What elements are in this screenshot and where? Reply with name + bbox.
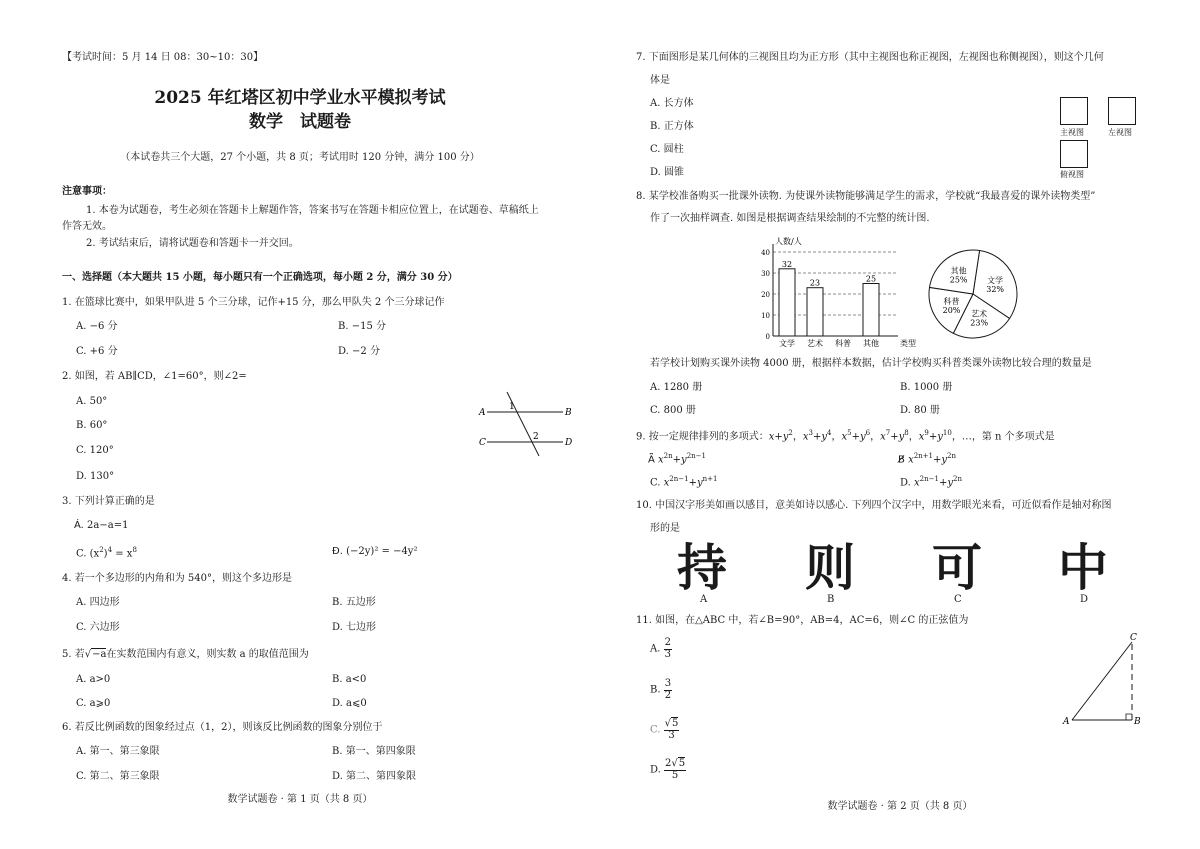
pie-slice-percent: 23% <box>970 318 989 328</box>
hanzi-label-a: A <box>700 594 708 605</box>
q11-option-a-label: A. <box>650 643 661 655</box>
pie-slice-percent: 25% <box>949 275 968 285</box>
answer-mark-icon: A͆ <box>648 454 655 466</box>
q2-option-d: D. 130° <box>76 471 115 482</box>
q5-option-b: B. a<0 <box>332 674 367 685</box>
q3-option-d <box>332 546 417 558</box>
bar-艺术 <box>807 288 823 336</box>
exam-title: 2025 年红塔区初中学业水平模拟考试 <box>154 88 446 108</box>
hanzi-option-b: 则 <box>805 539 855 597</box>
q7-option-b: B. 正方体 <box>650 121 694 132</box>
q7-option-d: D. 圆锥 <box>650 167 685 178</box>
question-3: 3. 下列计算正确的是 <box>62 496 155 507</box>
q9-suffix: ，…，第 n 个多项式是 <box>951 431 1055 443</box>
pie-slice-label: 艺术 <box>971 309 988 319</box>
bar-y-tick-label: 10 <box>761 312 770 320</box>
q5-option-a: A. a>0 <box>76 674 111 685</box>
bar-y-tick-label: 40 <box>761 249 770 257</box>
q6-option-a: A. 第一、第三象限 <box>76 746 160 757</box>
side-ac <box>1072 642 1132 720</box>
q6-option-c: C. 第二、第三象限 <box>76 771 160 782</box>
question-10-line-1: 10. 中国汉字形美如画以感目，意美如诗以感心. 下列四个汉字中，用数学眼光来看，可近似看作是轴对称图 <box>636 500 1112 511</box>
q1-option-c: C. +6 分 <box>76 346 118 357</box>
answer-mark-icon: Á. <box>74 520 84 531</box>
exam-page-2 <box>600 0 1200 849</box>
pie-slice-percent: 32% <box>986 285 1005 295</box>
page-1-footer: 数学试题卷 · 第 1 页（共 8 页） <box>227 794 373 805</box>
q3-option-d-text: (−2y)² = −4y² <box>346 546 418 557</box>
question-8-after: 若学校计划购买课外读物 4000 册，根据样本数据，估计学校购买科普类课外读物比较合理的数量是 <box>650 358 1092 369</box>
q7-option-c: C. 圆柱 <box>650 144 684 155</box>
q2-option-c: C. 120° <box>76 445 114 456</box>
hanzi-label-c: C <box>954 594 962 605</box>
hanzi-option-c: 可 <box>932 539 982 597</box>
vertex-c-label: C <box>1130 633 1137 643</box>
angle-2-label: 2 <box>533 432 539 442</box>
question-2: 2. 如图，若 AB∥CD，∠1=60°，则∠2= <box>62 371 247 382</box>
parallel-lines-figure <box>475 388 575 458</box>
q9-option-c: C. $x^{2n-1}+y^{n+1}$ <box>650 475 718 489</box>
q8-option-b: B. 1000 册 <box>900 382 953 393</box>
q9-option-b: B̸ $x^{2n+1}+y^{2n}$ <box>898 452 956 466</box>
q6-option-b: B. 第一、第四象限 <box>332 746 416 757</box>
question-7-line-2: 体是 <box>650 75 670 86</box>
q1-option-d: D. −2 分 <box>338 346 380 357</box>
exam-info: （本试卷共三个大题，27 个小题，共 8 页；考试用时 120 分钟，满分 100 分） <box>120 152 480 163</box>
q3-option-c-prefix: C. <box>76 548 90 560</box>
q4-option-c: C. 六边形 <box>76 622 120 633</box>
bar-y-tick-label: 30 <box>761 270 770 278</box>
bar-其他 <box>863 284 879 337</box>
question-11: 11. 如图，在△ABC 中，若∠B=90°，AB=4，AC=6，则∠C 的正弦值为 <box>636 615 969 626</box>
q9-prefix: 9. 按一定规律排列的多项式： <box>636 431 769 443</box>
q6-option-d: D. 第二、第四象限 <box>332 771 417 782</box>
bar-data-label: 25 <box>865 274 877 284</box>
q2-option-b: B. 60° <box>76 420 108 431</box>
bar-data-label: 32 <box>781 259 793 269</box>
q4-option-a: A. 四边形 <box>76 597 120 608</box>
question-9: 9. 按一定规律排列的多项式：$x+y^2$，$x^3+y^4$，$x^5+y^6$，$x^7+y^8$，$x^9+y^{10}$，…，第 n 个多项式是 <box>636 429 1055 443</box>
question-1: 1. 在篮球比赛中，如果甲队进 5 个三分球，记作+15 分，那么甲队失 2 个三分球记作 <box>62 297 445 308</box>
q11-option-d-label: D. <box>650 764 661 776</box>
q11-option-c-label: C. <box>650 724 661 736</box>
bar-chart <box>755 236 930 348</box>
angle-1-label: 1 <box>509 402 515 412</box>
q3-option-a <box>74 520 128 532</box>
q11-option-b-label: B. <box>650 684 661 696</box>
question-8-line-1: 8. 某学校准备购买一批课外读物. 为使课外读物能够满足学生的需求，学校就“我最喜爱的课外读物类型” <box>636 191 1096 202</box>
top-view-label: 俯视图 <box>1060 170 1084 179</box>
q11-option-d: D. $\frac{2√5}{5}$ <box>650 758 686 781</box>
question-6: 6. 若反比例函数的图象经过点（1，2），则该反比例函数的图象分别位于 <box>62 722 383 733</box>
bar-category-label: 其他 <box>863 339 879 348</box>
pie-slice-label: 其他 <box>950 266 967 276</box>
point-b-label: B <box>565 408 572 418</box>
notes-heading: 注意事项： <box>62 186 112 197</box>
q8-option-c: C. 800 册 <box>650 405 696 416</box>
bar-y-axis-label: 人数/人 <box>775 237 802 246</box>
q3-option-a-text: 2a−a=1 <box>87 520 129 531</box>
q9-option-d: D. $x^{2n-1}+y^{2n}$ <box>900 475 962 489</box>
q4-option-d: D. 七边形 <box>332 622 377 633</box>
exam-subtitle: 数学 试题卷 <box>249 112 351 132</box>
q4-option-b: B. 五边形 <box>332 597 376 608</box>
q11-option-b: B. $\frac{3}{2}$ <box>650 678 672 701</box>
bar-y-tick-label: 0 <box>765 333 770 341</box>
exam-time: 【考试时间：5 月 14 日 08：30~10：30】 <box>62 52 264 63</box>
bar-文学 <box>779 269 795 336</box>
q8-option-d: D. 80 册 <box>900 405 940 416</box>
q9-option-a: A͆ $x^{2n}+y^{2n-1}$ <box>648 452 706 466</box>
pie-slice-percent: 20% <box>942 306 961 316</box>
bar-category-label: 科普 <box>835 339 851 348</box>
q11-option-c: C. $\frac{√5}{3}$ <box>650 718 679 741</box>
q5-suffix: 在实数范围内有意义，则实数 a 的取值范围为 <box>106 649 309 660</box>
question-4: 4. 若一个多边形的内角和为 540°，则这个多边形是 <box>62 573 292 584</box>
page-2-footer: 数学试题卷 · 第 2 页（共 8 页） <box>827 801 973 812</box>
q5-prefix: 5. 若 <box>62 649 85 660</box>
q3-option-c: C. $(x^2)^4 = x^8$ <box>76 546 137 560</box>
bar-category-label: 文学 <box>779 339 795 348</box>
bar-x-axis-label: 类型 <box>900 339 916 348</box>
q11-option-a: A. $\frac{2}{3}$ <box>650 637 671 660</box>
hanzi-label-b: B <box>827 594 835 605</box>
q1-option-b: B. −15 分 <box>338 321 386 332</box>
note-1-line-2: 作答无效。 <box>62 221 112 232</box>
vertex-b-label: B <box>1134 717 1141 727</box>
bar-data-label: 23 <box>809 278 821 288</box>
right-angle-mark <box>1126 714 1132 720</box>
right-triangle-figure <box>1062 632 1144 732</box>
q5-option-d: D. a⩽0 <box>332 698 367 709</box>
q7-option-a: A. 长方体 <box>650 98 694 109</box>
question-8-line-2: 作了一次抽样调查. 如图是根据调查结果绘制的不完整的统计图. <box>650 213 930 224</box>
point-c-label: C <box>479 438 486 448</box>
question-10-line-2: 形的是 <box>650 523 680 534</box>
question-5: 5. 若√−a在实数范围内有意义，则实数 a 的取值范围为 <box>62 649 309 660</box>
bar-category-label: 艺术 <box>807 339 823 348</box>
point-a-label: A <box>479 408 486 418</box>
answer-mark-icon: Ð. <box>332 546 343 557</box>
left-view-label: 左视图 <box>1108 128 1132 137</box>
q1-option-a: A. −6 分 <box>76 321 118 332</box>
answer-mark-icon: B̸ <box>898 454 905 466</box>
bar-y-tick-label: 20 <box>761 291 770 299</box>
vertex-a-label: A <box>1063 717 1070 727</box>
question-7-line-1: 7. 下面图形是某几何体的三视图且均为正方形（其中主视图也称正视图，左视图也称侧视图），则这个几何 <box>636 52 1104 63</box>
q5-option-c: C. a⩾0 <box>76 698 111 709</box>
top-view-square <box>1060 140 1088 168</box>
hanzi-option-d: 中 <box>1058 539 1108 597</box>
hanzi-option-a: 持 <box>677 539 727 597</box>
q8-option-a: A. 1280 册 <box>650 382 703 393</box>
front-view-square <box>1060 97 1088 125</box>
pie-chart <box>925 246 1021 342</box>
note-1-line-1: 1. 本卷为试题卷，考生必须在答题卡上解题作答，答案书写在答题卡相应位置上，在试题卷、草稿纸上 <box>86 205 539 216</box>
point-d-label: D <box>565 438 573 448</box>
section-1-heading: 一、选择题（本大题共 15 小题，每小题只有一个正确选项，每小题 2 分，满分 30 分） <box>62 272 458 283</box>
left-view-square <box>1108 97 1136 125</box>
front-view-label: 主视图 <box>1060 128 1084 137</box>
hanzi-label-d: D <box>1080 594 1089 605</box>
pie-slice-label: 文学 <box>987 276 1004 286</box>
note-2: 2. 考试结束后，请将试题卷和答题卡一并交回。 <box>86 238 299 249</box>
q2-option-a: A. 50° <box>76 396 108 407</box>
pie-slice-label: 科普 <box>943 297 960 307</box>
